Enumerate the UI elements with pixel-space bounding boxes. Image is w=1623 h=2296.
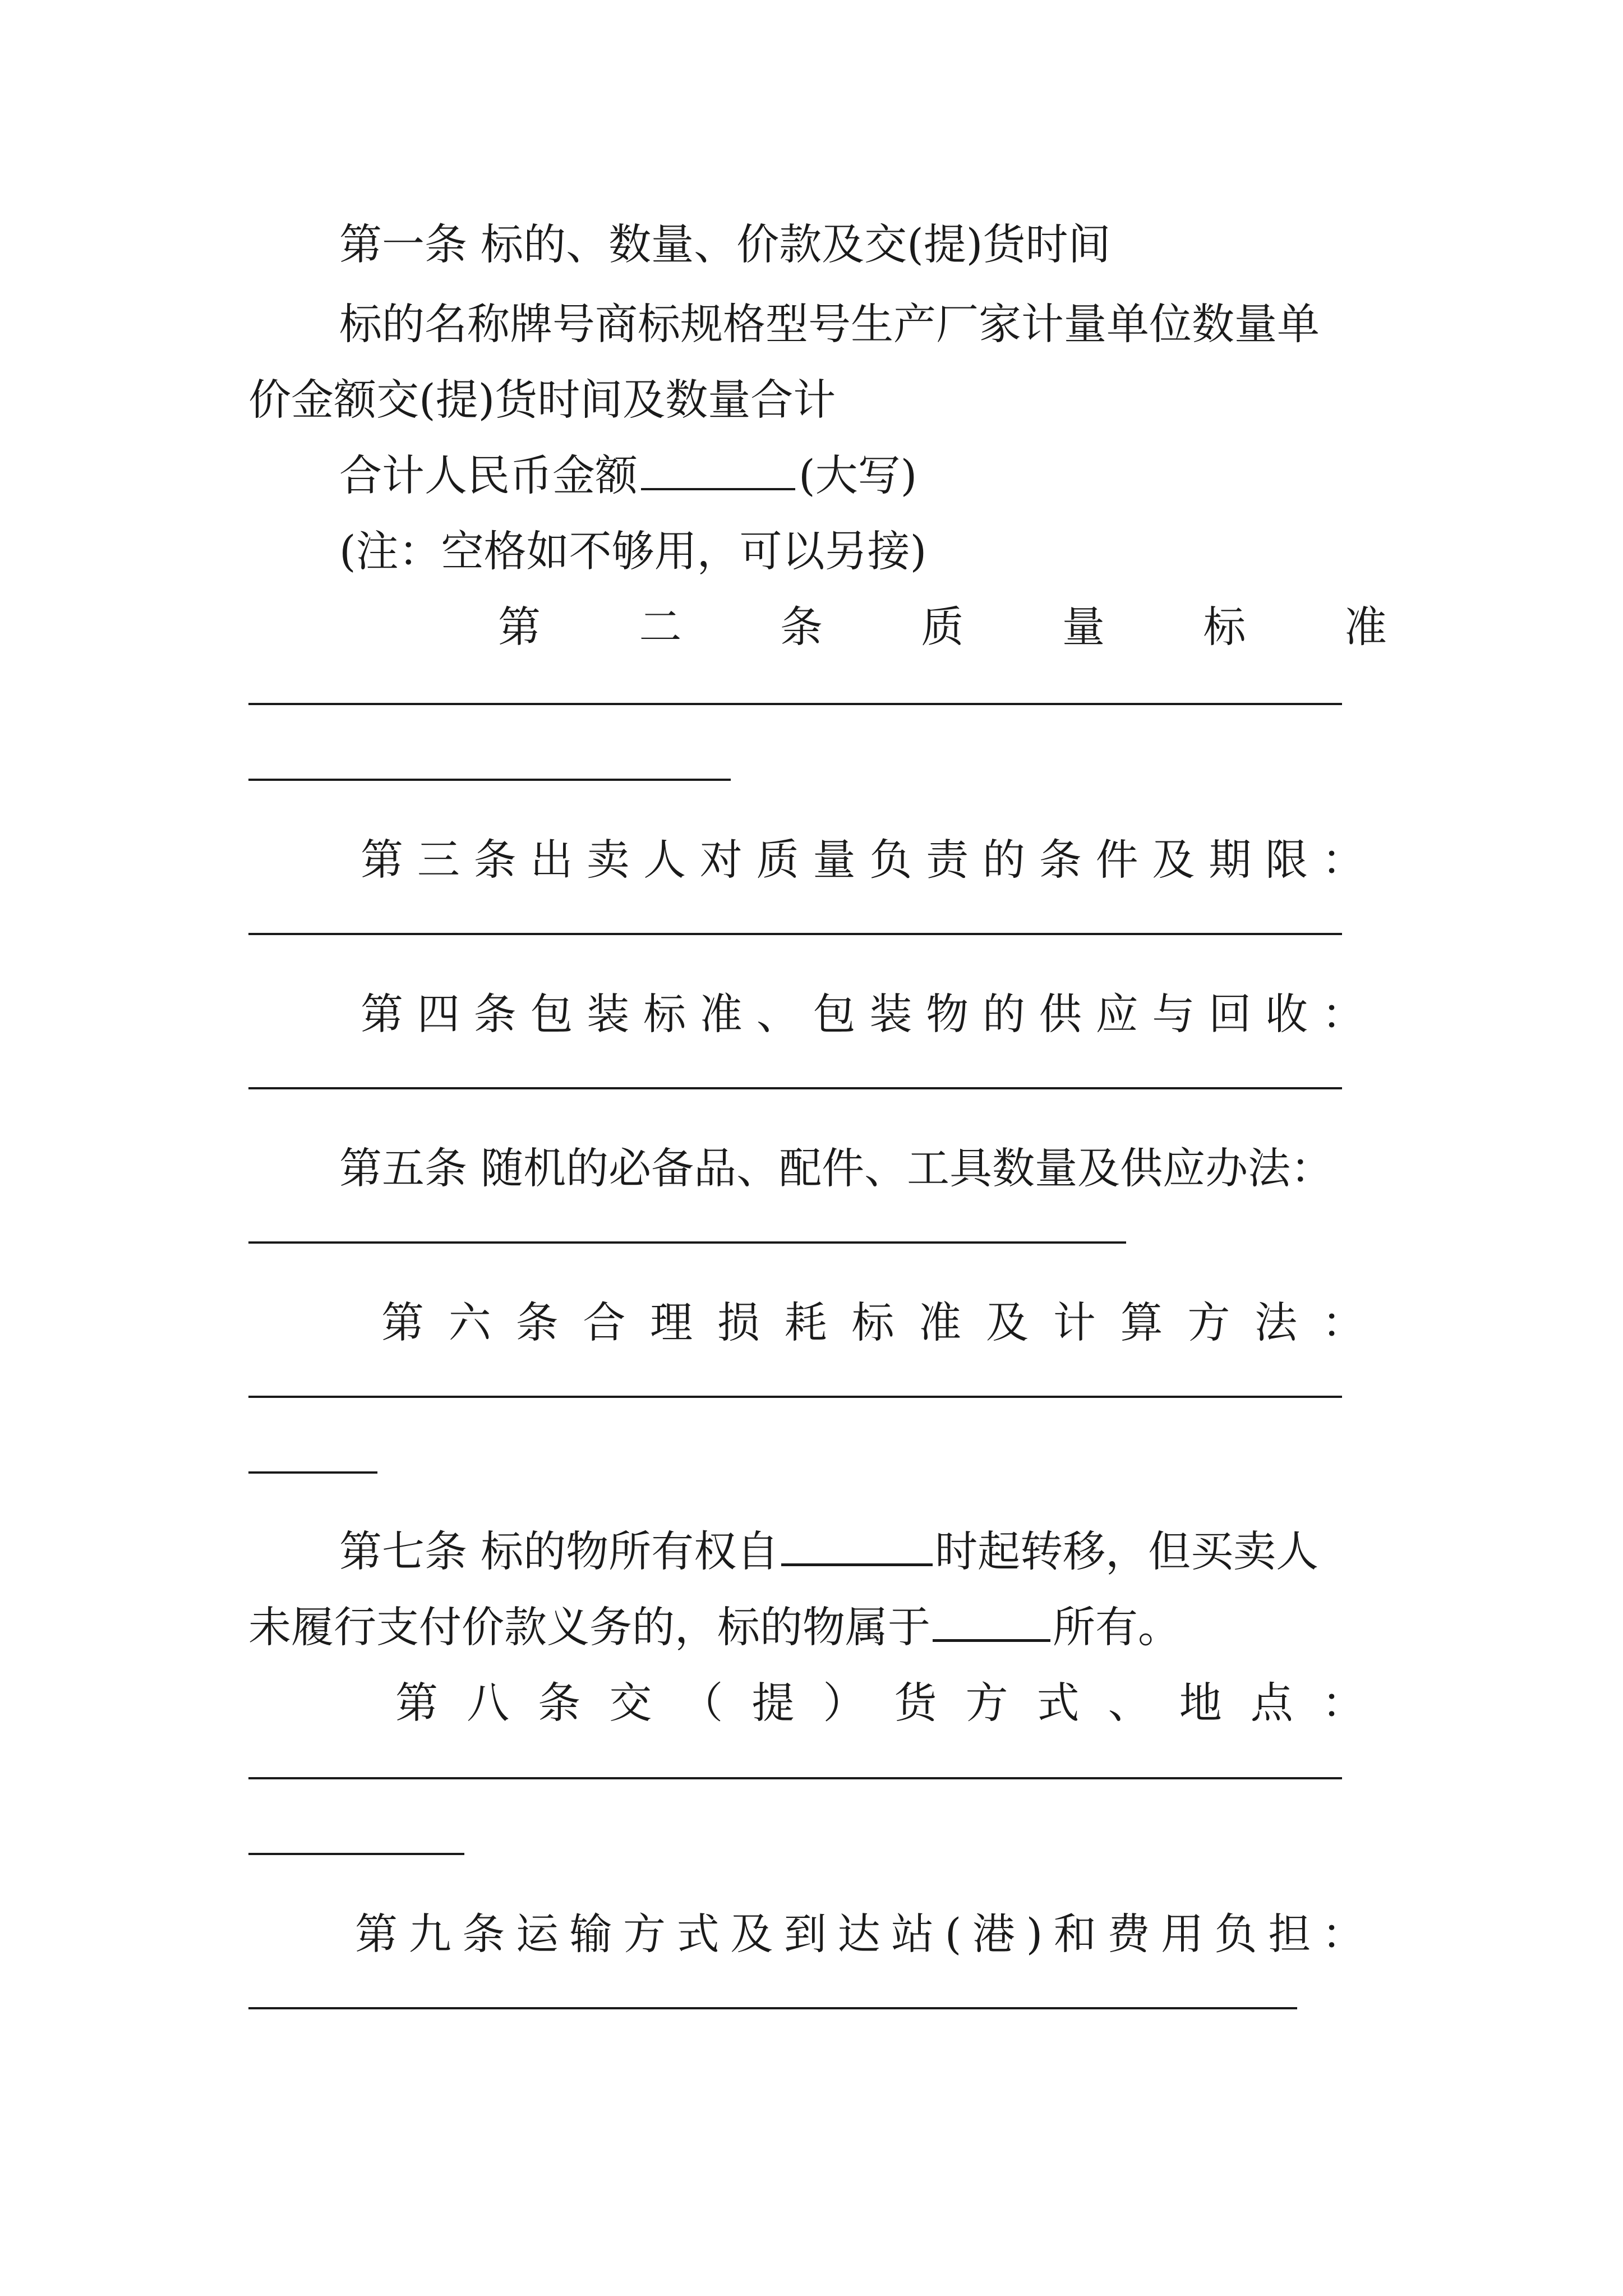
article-1-note: (注：空格如不够用，可以另接)	[339, 526, 927, 576]
title-char: 及	[1152, 835, 1195, 885]
title-char: 达	[837, 1909, 880, 1959]
title-char: 件	[1095, 835, 1138, 885]
title-char: 装	[869, 989, 912, 1039]
title-char: 条	[473, 835, 517, 885]
title-char: (	[944, 1909, 962, 1959]
title-char: 运	[515, 1909, 559, 1959]
title-char: 交	[609, 1678, 652, 1728]
title-char: 限	[1265, 835, 1308, 885]
title-char: 提	[751, 1678, 795, 1728]
title-char: 担	[1268, 1909, 1311, 1959]
title-char: 包	[813, 989, 856, 1039]
title-char: ）	[823, 1678, 866, 1728]
title-char: 对	[699, 835, 743, 885]
title-char: 二	[639, 602, 682, 652]
title-char: 方	[1187, 1297, 1230, 1347]
title-char: 标	[851, 1297, 895, 1347]
blank-rule	[248, 1087, 1342, 1089]
title-char: 式	[1036, 1678, 1080, 1728]
total-amount-label: 合计人民币金额	[339, 450, 638, 500]
article-1-line2: 价金额交(提)货时间及数量合计	[248, 375, 836, 425]
title-char: 回	[1209, 989, 1252, 1039]
title-char: 第	[355, 1909, 398, 1959]
title-char: 准	[699, 989, 743, 1039]
title-char: 费	[1107, 1909, 1150, 1959]
title-char: 人	[643, 835, 686, 885]
article-6-title	[381, 1297, 1364, 1347]
title-char: ：	[1321, 1297, 1364, 1347]
title-char: 法	[1255, 1297, 1298, 1347]
article-7-line1	[339, 1526, 1319, 1576]
title-char: 量	[1062, 602, 1105, 652]
title-char: 耗	[784, 1297, 827, 1347]
blank-rule	[248, 1396, 1342, 1398]
total-amount-suffix: (大写)	[799, 450, 917, 500]
article-4-title	[361, 989, 1364, 1039]
title-char: 条	[780, 602, 823, 652]
ownership-owner-text: 未履行支付价款义务的，标的物属于	[248, 1602, 930, 1652]
title-char: 式	[676, 1909, 720, 1959]
title-char: 与	[1152, 989, 1195, 1039]
title-char: 计	[1053, 1297, 1096, 1347]
title-char: 和	[1053, 1909, 1096, 1959]
title-char: 卖	[587, 835, 630, 885]
blank-rule	[248, 1471, 377, 1474]
title-char: 、	[1108, 1678, 1151, 1728]
title-char: 质	[921, 602, 964, 652]
title-char: 四	[417, 989, 460, 1039]
article-1-line1: 标的名称牌号商标规格型号生产厂家计量单位数量单	[339, 299, 1320, 349]
title-char: 输	[569, 1909, 612, 1959]
title-char: 的	[982, 835, 1025, 885]
article-9-title	[355, 1909, 1364, 1959]
title-char: 用	[1161, 1909, 1204, 1959]
title-char: 、	[756, 989, 799, 1039]
ownership-time-blank	[781, 1542, 933, 1566]
title-char: 方	[965, 1678, 1008, 1728]
title-char: 到	[783, 1909, 827, 1959]
ownership-transfer-text-cont: 时起转移，但买卖人	[935, 1526, 1319, 1576]
article-3-title	[361, 835, 1364, 885]
blank-rule	[248, 2007, 1297, 2009]
title-char: 负	[869, 835, 912, 885]
total-amount-blank	[641, 455, 795, 490]
title-char: ：	[1321, 1909, 1364, 1959]
title-char: 包	[530, 989, 573, 1039]
title-char: 条	[473, 989, 517, 1039]
title-char: 条	[515, 1297, 559, 1347]
blank-rule	[248, 703, 1342, 705]
title-char: 条	[462, 1909, 505, 1959]
article-5-title: 第五条 随机的必备品、配件、工具数量及供应办法：	[339, 1143, 1334, 1193]
title-char: 条	[1039, 835, 1082, 885]
blank-rule	[248, 1241, 1126, 1244]
title-char: 算	[1120, 1297, 1163, 1347]
title-char: )	[1026, 1909, 1043, 1959]
article-7-line2	[248, 1602, 1181, 1652]
blank-rule	[248, 1853, 464, 1855]
title-char: 量	[813, 835, 856, 885]
title-char: 标	[1203, 602, 1246, 652]
title-char: 及	[730, 1909, 773, 1959]
title-char: 的	[982, 989, 1025, 1039]
blank-rule	[248, 779, 731, 781]
title-char: 准	[919, 1297, 962, 1347]
title-char: 站	[891, 1909, 934, 1959]
title-char: 点	[1250, 1678, 1293, 1728]
title-char: ：	[1321, 1678, 1364, 1728]
title-char: 合	[583, 1297, 626, 1347]
title-char: 第	[498, 602, 541, 652]
title-char: 八	[467, 1678, 510, 1728]
ownership-owner-text-cont: 所有。	[1053, 1602, 1181, 1652]
title-char: 理	[650, 1297, 693, 1347]
title-char: 及	[986, 1297, 1029, 1347]
title-char: （	[680, 1678, 723, 1728]
title-char: ：	[1321, 835, 1364, 885]
title-char: 期	[1209, 835, 1252, 885]
title-char: 货	[894, 1678, 937, 1728]
title-char: 负	[1214, 1909, 1257, 1959]
article-1-title: 第一条 标的、数量、价款及交(提)货时间	[339, 219, 1111, 269]
title-char: 装	[587, 989, 630, 1039]
ownership-owner-blank	[933, 1618, 1050, 1642]
ownership-transfer-text: 第七条 标的物所有权自	[339, 1526, 780, 1576]
title-char: 标	[643, 989, 686, 1039]
title-char: 港	[972, 1909, 1015, 1959]
title-char: 地	[1179, 1678, 1222, 1728]
title-char: 准	[1344, 602, 1387, 652]
title-char: 第	[361, 989, 403, 1039]
title-char: 收	[1265, 989, 1308, 1039]
title-char: 第	[381, 1297, 424, 1347]
title-char: 质	[756, 835, 799, 885]
title-char: 损	[717, 1297, 760, 1347]
title-char: 物	[926, 989, 969, 1039]
title-char: 第	[395, 1678, 438, 1728]
title-char: 条	[538, 1678, 581, 1728]
article-1-total	[339, 450, 917, 500]
article-2-title	[498, 602, 1387, 652]
title-char: 应	[1095, 989, 1138, 1039]
title-char: 九	[408, 1909, 451, 1959]
blank-rule	[248, 933, 1342, 935]
title-char: 六	[448, 1297, 491, 1347]
title-char: 出	[530, 835, 573, 885]
title-char: ：	[1321, 989, 1364, 1039]
title-char: 责	[926, 835, 969, 885]
title-char: 方	[623, 1909, 666, 1959]
blank-rule	[248, 1777, 1342, 1779]
title-char: 第	[361, 835, 403, 885]
title-char: 供	[1039, 989, 1082, 1039]
title-char: 三	[417, 835, 460, 885]
article-8-title	[395, 1678, 1364, 1728]
